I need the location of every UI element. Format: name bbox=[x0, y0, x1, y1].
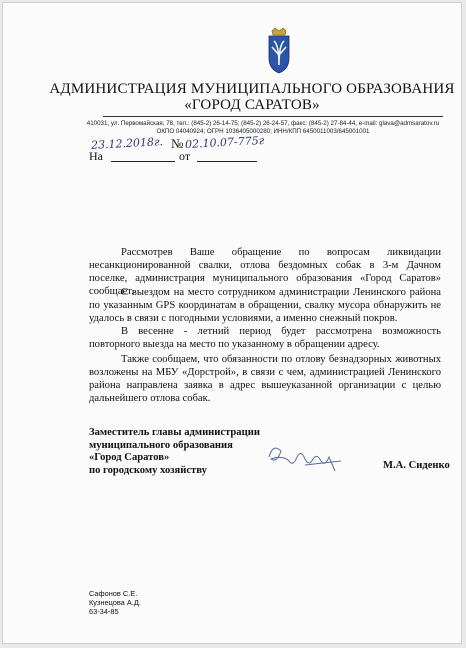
contacts-address: 410031, ул. Первомайская, 78, тел.: (845-2) 26-14-75; (845-2) 26-24-57, факс: (845-2) 27-84-44, e-mail: glava@admsaratov.ru bbox=[86, 120, 440, 127]
executor-phone: 63-34-85 bbox=[89, 607, 119, 617]
executors-block bbox=[89, 589, 141, 617]
letter-body-4 bbox=[89, 353, 441, 405]
letter-body-2 bbox=[89, 286, 441, 325]
executor-1: Сафонов С.Е. bbox=[89, 589, 138, 598]
signer-position-line2: муниципального образования bbox=[89, 439, 233, 451]
signer-position-line3: «Город Саратов» bbox=[89, 452, 170, 463]
number-sign: № bbox=[171, 136, 184, 151]
saratov-coat-of-arms-icon bbox=[266, 25, 292, 75]
header-divider bbox=[103, 116, 443, 117]
signer-position-line1: Заместитель главы администрации bbox=[89, 427, 260, 438]
paragraph-3: В весенне - летний период будет рассмотрена возможность повторного выезда на место по указанному в обращении адресу. bbox=[89, 326, 441, 350]
ot-label: от bbox=[179, 149, 191, 163]
signer-name: М.А. Сиденко bbox=[383, 460, 450, 471]
ot-blank-line bbox=[197, 161, 257, 162]
handwritten-signature bbox=[265, 437, 345, 477]
org-title-line1: АДМИНИСТРАЦИЯ МУНИЦИПАЛЬНОГО ОБРАЗОВАНИЯ bbox=[49, 81, 455, 97]
document-page bbox=[2, 2, 462, 644]
signer-position bbox=[89, 427, 260, 477]
paragraph-2: С выездом на место сотрудником администрации Ленинского района по указанным GPS координатам в обращении, свалку мусора обнаружить не удалось в связи с погодными условиями, а именно снежный покров. bbox=[89, 287, 441, 324]
handwritten-registration-number: 02.10.07-775г bbox=[184, 133, 265, 152]
org-title-line2: «ГОРОД САРАТОВ» bbox=[184, 97, 320, 113]
contacts-codes: ОКПО 04040924; ОГРН 1036405000280; ИНН/КПП 6450011003/645001001 bbox=[156, 128, 370, 135]
executor-2: Кузнецова А.Д. bbox=[89, 598, 141, 608]
handwritten-date: 23.12.2018г. bbox=[90, 135, 164, 152]
paragraph-4: Также сообщаем, что обязанности по отлову безнадзорных животных возложены на МБУ «Дорстрой», в связи с чем, администрацией Ленинского района направлена заявка в адрес вышеуказанной организации с целью дальнейшего отлова собак. bbox=[89, 354, 441, 404]
organization-title bbox=[3, 81, 461, 113]
na-label: На bbox=[89, 149, 103, 163]
letter-body-3 bbox=[89, 325, 441, 351]
paragraph-1: Рассмотрев Ваше обращение по вопросам ликвидации несанкционированной свалки, отлова бездомных собак в 3-м Дачном поселке, администрация муниципального образования «Город Саратов» сообщает. bbox=[89, 247, 441, 297]
signer-position-line4: по городскому хозяйству bbox=[89, 464, 207, 476]
na-blank-line bbox=[111, 161, 175, 162]
